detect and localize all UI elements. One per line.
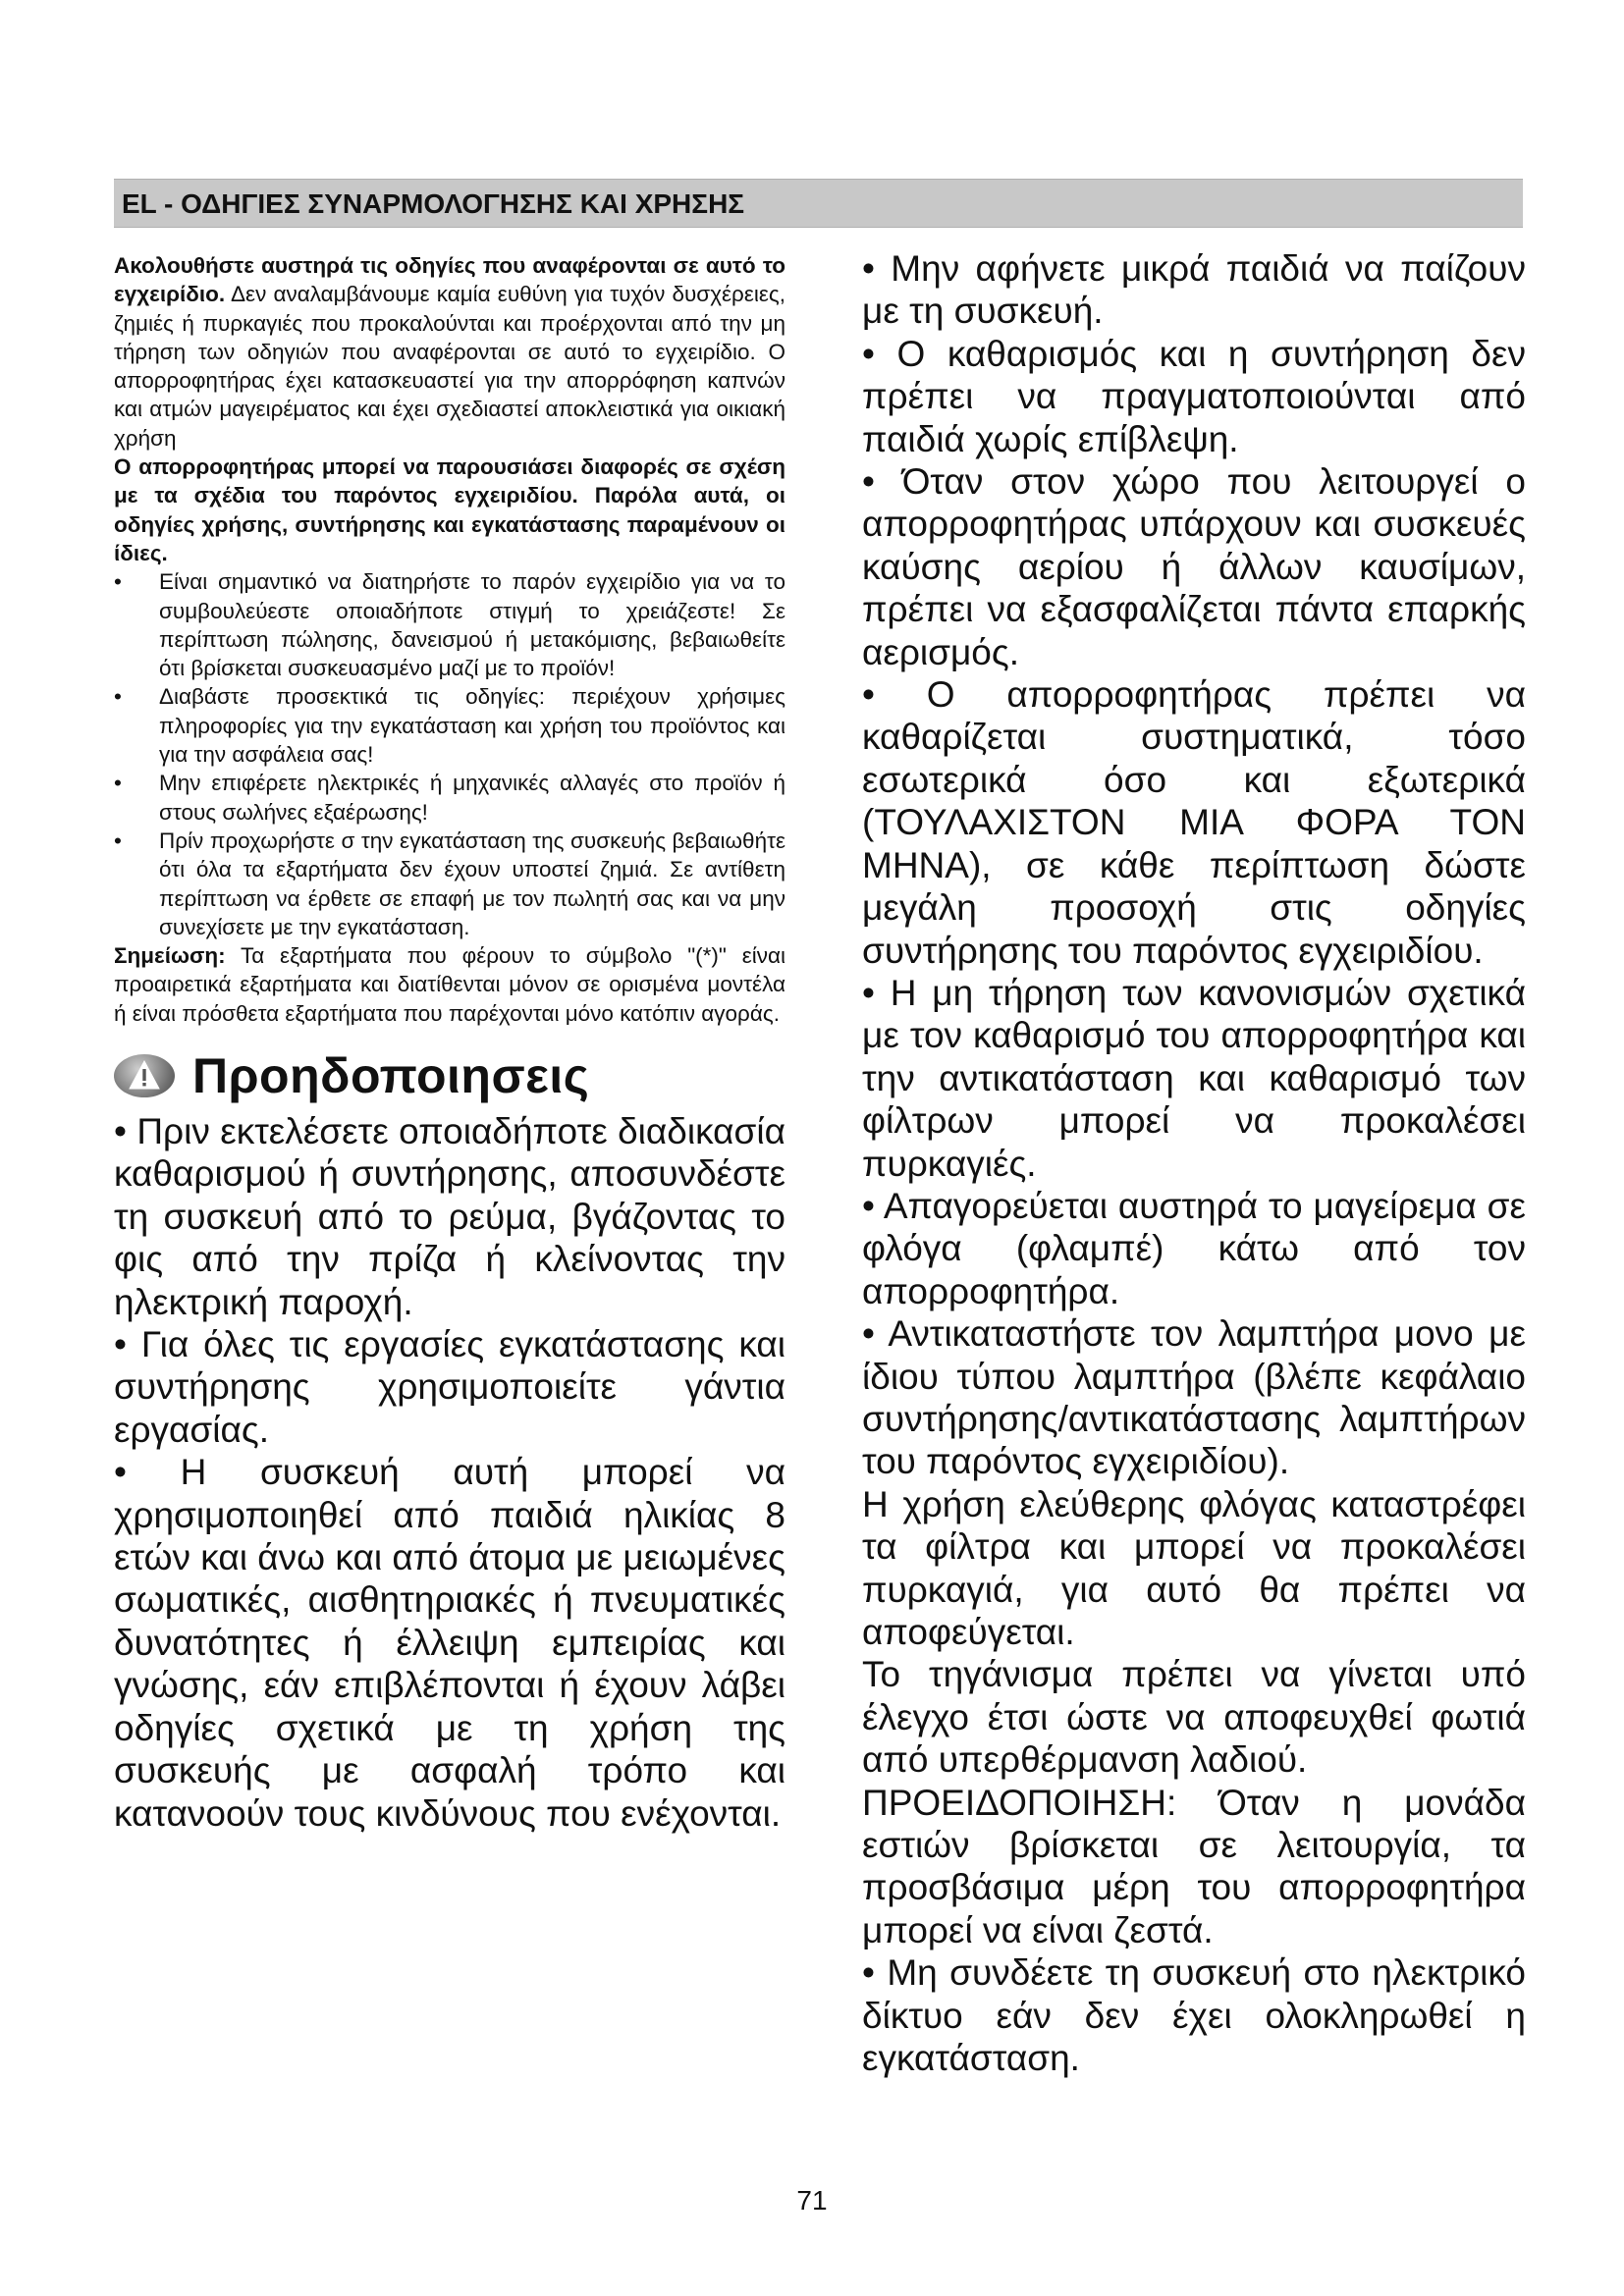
warning-paragraph: • Πριν εκτελέσετε οποιαδήποτε διαδικασία καθαρισμού ή συντήρησης, αποσυνδέστε τη συσκευή από το ρεύμα, βγάζοντας το φις από την πρίζα ή κλείνοντας την ηλεκτρική παροχή.: [114, 1111, 785, 1322]
warning-paragraph: Η χρήση ελεύθερης φλόγας καταστρέφει τα φίλτρα και μπορεί να προκαλέσει πυρκαγιά, για αυτό θα πρέπει να αποφεύγεται.: [862, 1483, 1526, 1652]
intro-paragraph-text: Δεν αναλαμβάνουμε καμία ευθύνη για τυχόν δυσχέρειες, ζημιές ή πυρκαγιές που προκαλούνται και προέρχονται από την μη τήρηση των οδηγιών που αναφέρονται σε αυτό το εγχειρίδιο. Ο απορροφητήρας έχει κατασκευαστεί για την απορρόφηση καπνών και ατμών μαγειρέματος και έχει σχεδιαστεί αποκλειστικά για οικιακή χρήση: [114, 282, 785, 451]
warning-paragraph: • Η συσκευή αυτή μπορεί να χρησιμοποιηθεί από παιδιά ηλικίας 8 ετών και άνω και από άτομα με μειωμένες σωματικές, αισθητηριακές ή πνευματικές δυνατότητες ή έλλειψη εμπειρίας και γνώσης, εάν επιβλέπονται ή έχουν λάβει οδηγίες σχετικά με τη χρήση της συσκευής με ασφαλή τρόπο και κατανοούν τους κινδύνους που ενέχονται.: [114, 1452, 785, 1834]
warnings-title: Προηδοποιησεις: [192, 1048, 590, 1104]
note-label: Σημείωση:: [114, 943, 226, 969]
intro-paragraph: [114, 251, 785, 453]
intro-bullet: • Μην επιφέρετε ηλεκτρικές ή μηχανικές αλλαγές στο προϊόν ή στους σωλήνες εξαέρωσης!: [114, 771, 785, 825]
warning-paragraph: • Μην αφήνετε μικρά παιδιά να παίζουν με τη συσκευή.: [862, 248, 1526, 332]
note-text: Τα εξαρτήματα που φέρουν το σύμβολο "(*)" είναι προαιρετικά εξαρτήματα και διατίθενται μόνον σε ορισμένα μοντέλα ή είναι πρόσθετα εξαρτήματα που παρέχονται μόνο κατόπιν αγοράς.: [114, 943, 785, 1026]
warning-paragraph: • Όταν στον χώρο που λειτουργεί ο απορροφητήρας υπάρχουν και συσκευές καύσης αερίου ή άλλων καυσίμων, πρέπει να εξασφαλίζεται πάντα επαρκής αερισμός.: [862, 461, 1526, 672]
intro-bullet-text: Είναι σημαντικό να διατηρήστε το παρόν εγχειρίδιο για να το συμβουλεύεστε οποιαδήποτε στιγμή το χρειάζεστε! Σε περίπτωση πώλησης, δανεισμού ή μετακόμισης, βεβαιωθείτε ότι βρίσκεται συσκευασμένο μαζί με το προϊόν!: [159, 569, 785, 681]
note-paragraph: [114, 941, 785, 1028]
intro-bullet: • Πρίν προχωρήστε σ την εγκατάσταση της συσκευής βεβαιωθήτε ότι όλα τα εξαρτήματα δεν έχουν υποστεί ζημιά. Σε αντίθετη περίπτωση να έρθετε σε επαφή με τον πωλητή σας και να μην συνεχίσετε με την εγκατάσταση.: [114, 828, 785, 939]
page-number: 71: [796, 2185, 828, 2216]
intro-bold-lead: Ακολουθήστε αυστηρά τις οδηγίες που αναφέρονται σε αυτό το εγχειρίδιο.: [114, 253, 785, 307]
warning-paragraph: • Ο καθαρισμός και η συντήρηση δεν πρέπει να πραγματοποιούνται από παιδιά χωρίς επίβλεψη.: [862, 333, 1526, 459]
intro-bullet-text: Πρίν προχωρήστε σ την εγκατάσταση της συσκευής βεβαιωθήτε ότι όλα τα εξαρτήματα δεν έχουν υποστεί ζημιά. Σε αντίθετη περίπτωση να έρθετε σε επαφή με τον πωλητή σας και να μην συνεχίσετε με την εγκατάσταση.: [159, 828, 785, 939]
warning-paragraph: ΠΡΟΕΙΔΟΠΟΙΗΣΗ: Όταν η μονάδα εστιών βρίσκεται σε λειτουργία, τα προσβάσιμα μέρη του απορροφητήρα μπορεί να είναι ζεστά.: [862, 1782, 1526, 1950]
warning-paragraph: • Για όλες τις εργασίες εγκατάστασης και συντήρησης χρησιμοποιείτε γάντια εργασίας.: [114, 1324, 785, 1450]
warning-icon: [114, 1054, 175, 1097]
warning-paragraph: • Η μη τήρηση των κανονισμών σχετικά με τον καθαρισμό του απορροφητήρα και την αντικατάσταση και καθαρισμό των φίλτρων μπορεί να προκαλέσει πυρκαγιές.: [862, 972, 1526, 1184]
intro-bullet: • Διαβάστε προσεκτικά τις οδηγίες: περιέχουν χρήσιμες πληροφορίες για την εγκατάσταση και χρήση του προϊόντος και για την ασφάλεια σας!: [114, 684, 785, 768]
intro-bullet-text: Μην επιφέρετε ηλεκτρικές ή μηχανικές αλλαγές στο προϊόν ή στους σωλήνες εξαέρωσης!: [159, 771, 785, 825]
warning-paragraph: • Μη συνδέετε τη συσκευή στο ηλεκτρικό δίκτυο εάν δεν έχει ολοκληρωθεί η εγκατάσταση.: [862, 1952, 1526, 2079]
intro-bullet: • Είναι σημαντικό να διατηρήστε το παρόν εγχειρίδιο για να το συμβουλεύεστε οποιαδήποτε στιγμή το χρειάζεστε! Σε περίπτωση πώλησης, δανεισμού ή μετακόμισης, βεβαιωθείτε ότι βρίσκεται συσκευασμένο μαζί με το προϊόν!: [114, 569, 785, 681]
warning-paragraph: • Ο απορροφητήρας πρέπει να καθαρίζεται συστηματικά, τόσο εσωτερικά όσο και εξωτερικά (ΤΟΥΛΑΧΙΣΤΟΝ ΜΙΑ ΦΟΡΑ ΤΟΝ ΜΗΝΑ), σε κάθε περίπτωση δώστε μεγάλη προσοχή στις οδηγίες συντήρησης του παρόντος εγχειριδίου.: [862, 674, 1526, 971]
warning-paragraph: • Αντικαταστήστε τον λαμπτήρα μονο με ίδιου τύπου λαμπτήρα (βλέπε κεφάλαιο συντήρησης/αντικατάστασης λαμπτήρων του παρόντος εγχειριδίου).: [862, 1313, 1526, 1482]
section-header-bar: [114, 179, 1523, 228]
intro-bullet-text: Διαβάστε προσεκτικά τις οδηγίες: περιέχουν χρήσιμες πληροφορίες για την εγκατάσταση και χρήση του προϊόντος και για την ασφάλεια σας!: [159, 684, 785, 768]
left-column: [114, 251, 785, 1835]
warnings-heading: [114, 1047, 785, 1104]
right-column: [862, 247, 1526, 2079]
variation-notice: Ο απορροφητήρας μπορεί να παρουσιάσει διαφορές σε σχέση με τα σχέδια του παρόντος εγχειριδίου. Παρόλα αυτά, οι οδηγίες χρήσης, συντήρησης και εγκατάστασης παραμένουν οι ίδιες.: [114, 454, 785, 565]
warning-paragraph: Το τηγάνισμα πρέπει να γίνεται υπό έλεγχο έτσι ώστε να αποφευχθεί φωτιά από υπερθέρμανση λαδιού.: [862, 1654, 1526, 1781]
warning-paragraph: • Απαγορεύεται αυστηρά το μαγείρεμα σε φλόγα (φλαμπέ) κάτω από τον απορροφητήρα.: [862, 1185, 1526, 1311]
section-header-title: EL - ΟΔΗΓΙΕΣ ΣΥΝΑΡΜΟΛΟΓΗΣΗΣ ΚΑΙ ΧΡΗΣΗΣ: [122, 188, 745, 219]
